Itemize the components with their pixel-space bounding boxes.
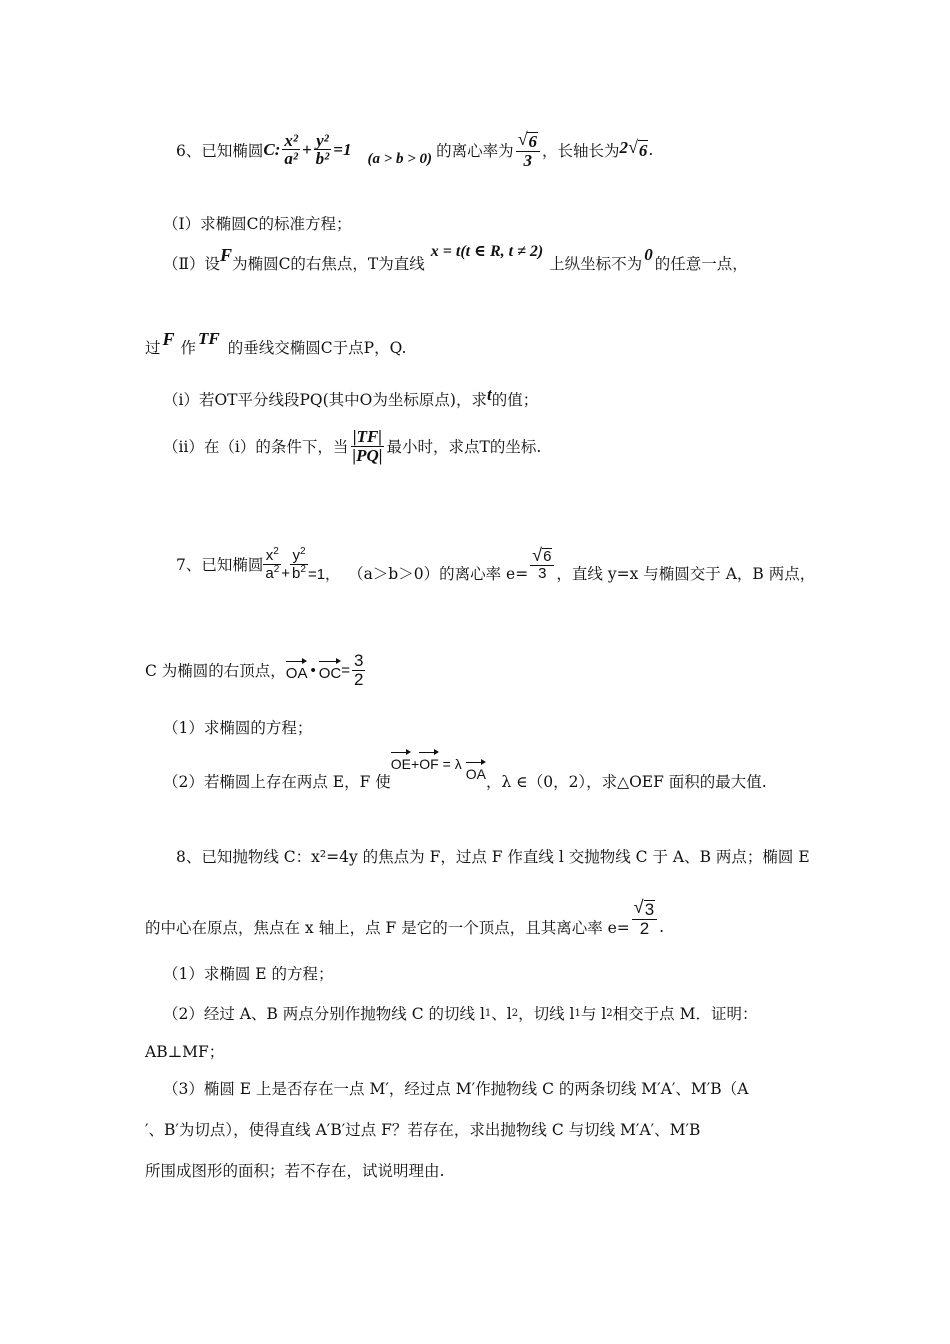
q8-part-3-line-2: ′、B′为切点），使得直线 A′B′过点 F？若存在，求出抛物线 C 与切线 M′A′、M′B (145, 1121, 701, 1139)
q7-part-2: （2）若椭圆上存在两点 E，F 使 OE + OF = λ OA ，λ ∈（0，2），求△OEF 面积的最大值. (163, 752, 767, 792)
q7-line-1: 7、已知椭圆 $\frac{x^2}{a^2}$ + $\frac{y^2}{b^2}$ =1， （a＞b＞0）的离心率 e= √ 6 3 ，直线 y=x 与椭圆交于 A，B 两点， (176, 545, 816, 583)
q7-line-2: C 为椭圆的右顶点， OA • OC = $\frac{3}{2}$ (145, 651, 364, 689)
q6-ratio: $\frac{|TF|}{|PQ|}$ (352, 427, 383, 465)
q8-eccentricity-value: √ 3 2 (632, 898, 657, 938)
q8-part-2: （2）经过 A、B 两点分别作抛物线 C 的切线 l 1 、l 2 ，切线 l 1 与 l 2 相交于点 M．证明： (163, 1005, 758, 1023)
q7-dot-product-value: $\frac{3}{2}$ (354, 651, 364, 689)
q7-part-1: （1）求椭圆的方程； (163, 719, 313, 737)
q6-segment-tf: TF (198, 329, 220, 348)
q8-line-2: 的中心在原点，焦点在 x 轴上，点 F 是它的一个顶点，且其离心率 e= √ 3 2 . (145, 897, 665, 938)
q8-part-2-cont: AB⊥MF； (145, 1043, 225, 1061)
q6-part-2-cont: 过 F 作 TF 的垂线交椭圆C于点P，Q. (145, 328, 407, 357)
q7-x-term: $\frac{x^2}{a^2}$ (265, 545, 280, 582)
q6-line-equation: x = t(t ∈ R, t ≠ 2) (430, 243, 544, 260)
q6-major-axis-value: 2 √ 6 (619, 137, 648, 161)
vector-oa-2: OA (466, 760, 486, 782)
q6-param-t: t (486, 385, 492, 404)
q6-part-2-ii: （ⅱ）在（ⅰ）的条件下，当 $\frac{|TF|}{|PQ|}$ 最小时，求点T的坐标. (163, 427, 542, 465)
q8-part-3-line-1: （3）椭圆 E 上是否存在一点 M′，经过点 M′作抛物线 C 的两条切线 M′A′、M′B（A (163, 1080, 749, 1098)
q6-line-1: 6、已知椭圆 C: $\frac{\text{x²}}{\text{a²}}$ + $\frac{\text{y²}}{\text{b²}}$ =1 (a > b > 0) 的离心率为 √ 6 3 ，长轴长为 2 √ 6 . (176, 129, 654, 170)
q6-major-axis-label: ，长轴长为 (541, 141, 620, 160)
q6-focus-f-2: F (162, 328, 175, 349)
q6-focus-f: F (220, 244, 233, 265)
q6-ellipse-equation: C: $\frac{\text{x²}}{\text{a²}}$ + $\frac{\text{y²}}{\text{b²}}$ =1 (263, 130, 352, 169)
q6-zero: 0 (644, 245, 653, 264)
q6-condition: (a > b > 0) (367, 151, 433, 168)
q7-y-term: $\frac{y^2}{b^2}$ (292, 545, 306, 582)
q7-eccentricity-value: √ 6 3 (530, 546, 554, 582)
q6-part-2-i: （ⅰ）若OT平分线段PQ(其中O为坐标原点)，求 t 的值； (163, 385, 539, 409)
q6-part-1: （Ⅰ）求椭圆C的标准方程； (163, 215, 352, 233)
q6-eccentricity-label: 的离心率为 (436, 141, 514, 160)
vector-oe: OE (391, 750, 411, 772)
q6-intro-text: 6、已知椭圆 (176, 141, 264, 160)
vector-oa: OA (286, 659, 308, 682)
q8-line-1: 8、已知抛物线 C：x²=4y 的焦点为 F，过点 F 作直线 l 交抛物线 C 于 A、B 两点；椭圆 E (176, 848, 810, 866)
vector-oc: OC (319, 659, 342, 682)
q7-vector-equation: OE + OF = λ OA (391, 750, 486, 782)
vector-of: OF (419, 750, 438, 772)
q6-part-2: （Ⅱ）设 F 为椭圆C的右焦点，T为直线 x = t(t ∈ R, t ≠ 2) 上纵坐标不为 0 的任意一点， (163, 243, 748, 273)
q6-eccentricity-value: √ 6 3 (516, 130, 540, 170)
q8-part-1: （1）求椭圆 E 的方程； (163, 965, 334, 983)
q8-part-3-line-3: 所围成图形的面积；若不存在，试说明理由. (145, 1162, 445, 1180)
